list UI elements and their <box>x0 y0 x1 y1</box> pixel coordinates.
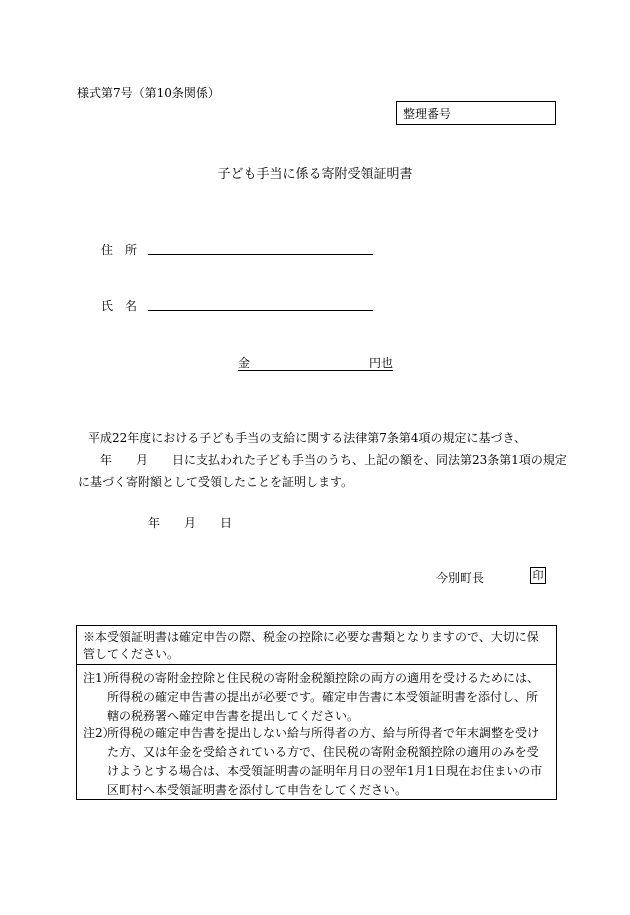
body-line-2: 年 月 日に支払われた子ども手当のうち、上記の額を、同法第23条第1項の規定 <box>100 453 567 467</box>
name-field[interactable] <box>148 310 373 311</box>
note-text: 所得税の寄附金控除と住民税の寄附金税額控除の両方の適用を受けるためには、所得税の確定申告書の提出が必要です。確定申告書に本受領証明書を添付し、所轄の税務署へ確定申告書を提出してください。 <box>107 671 540 723</box>
reference-number-box[interactable] <box>396 101 556 125</box>
name-label: 氏 名 <box>101 299 138 313</box>
official-seal-mark: 印 <box>530 567 546 584</box>
note-text: 所得税の確定申告書を提出しない給与所得者の方、給与所得者で年末調整を受けた方、又は年金を受給されている方で、住民税の寄附金税額控除の適用のみを受けようとする場合は、本受領証明書の証明年月日の翌年1月1日現在お住まいの市区町村へ本受領証明書を添付して申告をしてください。 <box>107 726 543 797</box>
note-label: 注2） <box>83 726 115 740</box>
note-label: 注1） <box>83 671 115 685</box>
certification-date: 年 月 日 <box>148 516 233 530</box>
amount-field[interactable] <box>238 354 393 371</box>
amount-suffix: 円也 <box>368 356 393 370</box>
note-item <box>83 724 549 800</box>
form-number: 様式第7号（第10条関係） <box>77 86 220 100</box>
notes-box <box>76 665 557 800</box>
body-line-3: に基づく寄附額として受領したことを証明します。 <box>78 475 354 489</box>
safekeeping-notice: ※本受領証明書は確定申告の際、税金の控除に必要な書類となりますので、大切に保管してください。 <box>76 625 557 665</box>
amount-prefix: 金 <box>238 356 251 370</box>
body-line-1: 平成22年度における子ども手当の支給に関する法律第7条第4項の規定に基づき、 <box>88 431 527 445</box>
issuer-title: 今別町長 <box>436 571 485 585</box>
address-label: 住 所 <box>101 243 138 257</box>
note-item <box>83 669 549 726</box>
document-title: 子ども手当に係る寄附受領証明書 <box>217 167 413 182</box>
address-field[interactable] <box>148 254 373 255</box>
reference-number-label: 整理番号 <box>403 107 452 121</box>
